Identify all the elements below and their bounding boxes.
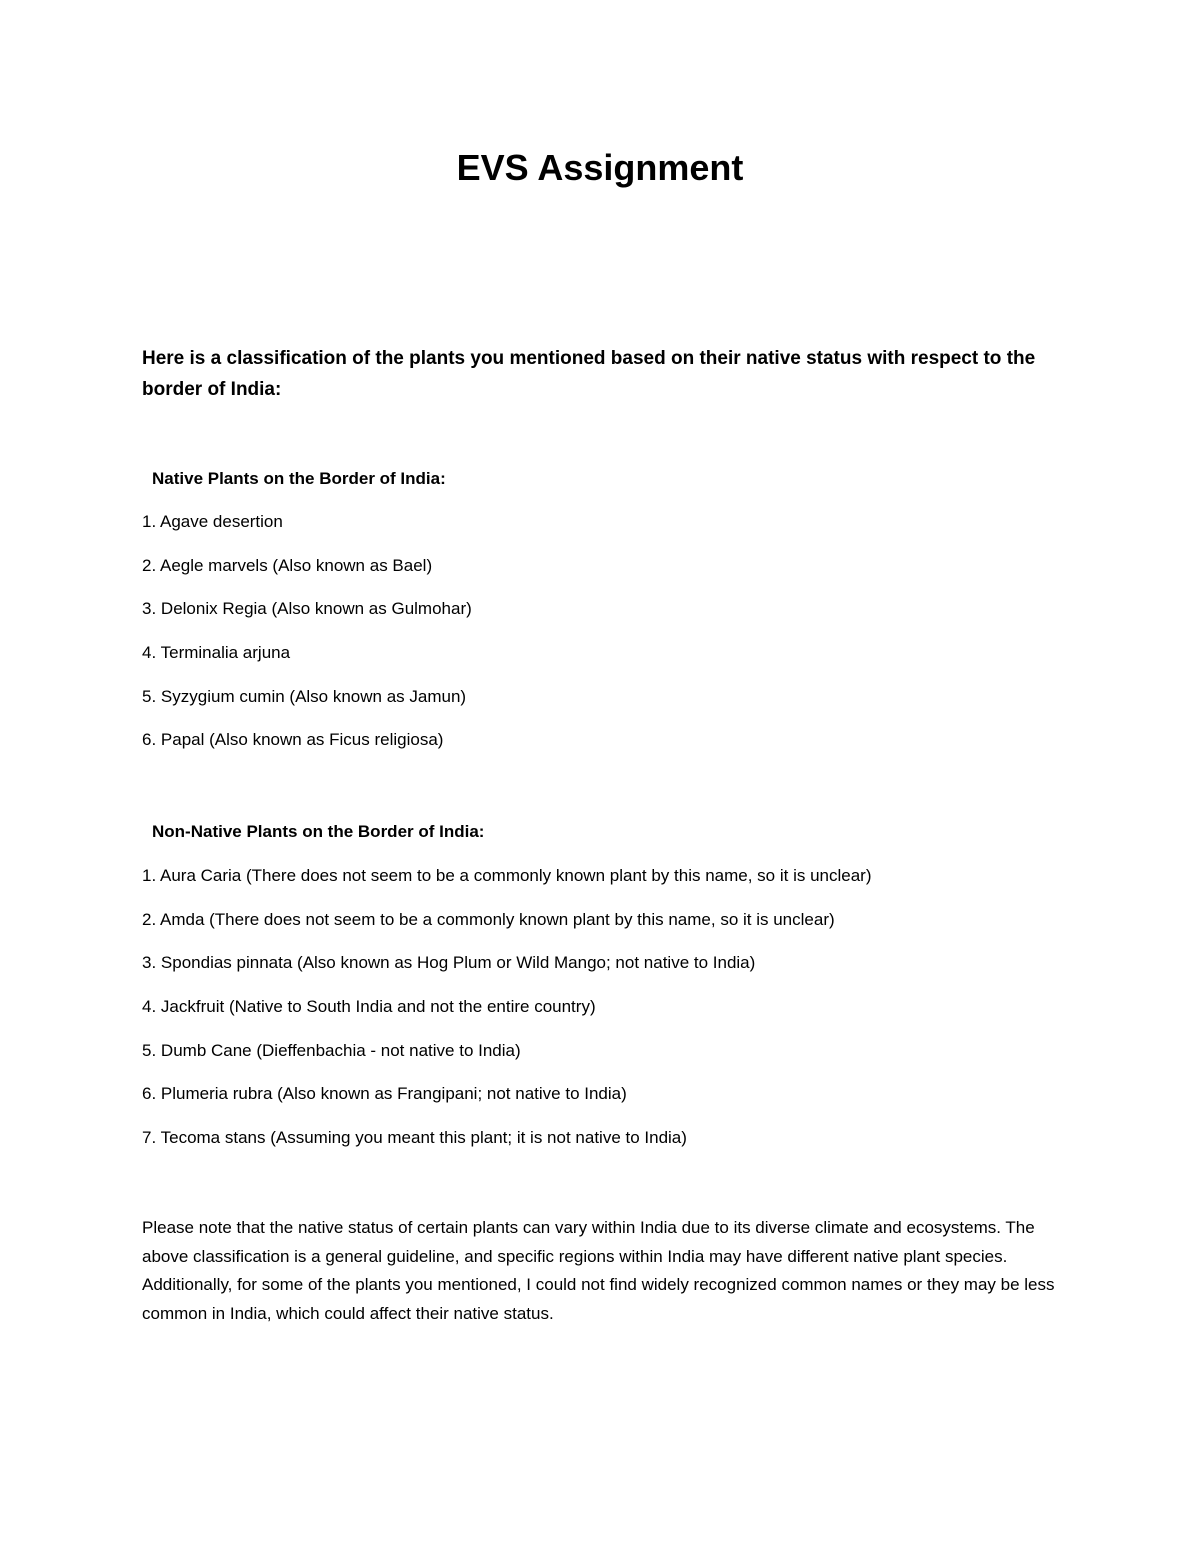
list-item-text: Jackfruit (Native to South India and not the entire country) — [160, 997, 596, 1017]
intro-paragraph: Here is a classification of the plants you mentioned based on their native status with respect to the border of India: — [142, 348, 1036, 400]
list-item — [142, 510, 472, 534]
list-item — [142, 728, 472, 752]
list-item-number: 2. — [142, 909, 157, 929]
list-item — [142, 554, 472, 578]
list-item-number: 2. — [142, 555, 157, 575]
list-item-number: 4. — [142, 997, 157, 1017]
list-item-number: 5. — [142, 686, 157, 706]
list-item — [142, 685, 472, 709]
list-item-text: Plumeria rubra (Also known as Frangipani; not native to India) — [160, 1084, 627, 1104]
list-item — [142, 908, 872, 932]
list-item-text: Aegle marvels (Also known as Bael) — [159, 555, 433, 575]
list-item-number: 3. — [142, 953, 157, 973]
list-item-text: Papal (Also known as Ficus religiosa) — [160, 730, 444, 750]
list-item-text: Amda (There does not seem to be a commonly known plant by this name, so it is unclear) — [159, 909, 835, 929]
list-item — [142, 864, 872, 888]
list-item-number: 3. — [142, 599, 157, 619]
list-item-number: 6. — [142, 730, 157, 750]
closing-note: Please note that the native status of certain plants can vary within India due to its diverse climate and ecosystems. The above classification is a general guideline, and specific regions within India may have different native plant species. Additionally, for some of the plants you mentioned, I could not find widely recognized common names or they may be less common in India, which could affect their native status. — [142, 1218, 1055, 1323]
native-plants-heading: Native Plants on the Border of India: — [152, 469, 446, 488]
list-item-number: 7. — [142, 1128, 157, 1148]
list-item-number: 1. — [142, 512, 157, 531]
list-item-text: Terminalia arjuna — [160, 643, 291, 663]
document-title: EVS Assignment — [456, 147, 744, 188]
list-item — [142, 1082, 872, 1106]
list-item-text: Syzygium cumin (Also known as Jamun) — [160, 686, 467, 706]
native-plants-list — [142, 510, 472, 772]
list-item-text: Agave desertion — [159, 512, 283, 531]
list-item — [142, 995, 872, 1019]
list-item-number: 6. — [142, 1084, 157, 1104]
list-item-number: 1. — [142, 866, 157, 885]
list-item-text: Dumb Cane (Dieffenbachia - not native to India) — [160, 1040, 521, 1060]
list-item-text: Spondias pinnata (Also known as Hog Plum or Wild Mango; not native to India) — [160, 953, 756, 973]
list-item-text: Aura Caria (There does not seem to be a commonly known plant by this name, so it is unclear) — [159, 866, 872, 885]
list-item — [142, 1039, 872, 1063]
list-item — [142, 1126, 872, 1150]
list-item-text: Delonix Regia (Also known as Gulmohar) — [160, 599, 472, 619]
list-item — [142, 951, 872, 975]
list-item-number: 5. — [142, 1040, 157, 1060]
non-native-plants-list — [142, 864, 872, 1170]
list-item-number: 4. — [142, 643, 157, 663]
list-item — [142, 597, 472, 621]
list-item — [142, 641, 472, 665]
list-item-text: Tecoma stans (Assuming you meant this plant; it is not native to India) — [160, 1128, 687, 1148]
non-native-plants-heading: Non-Native Plants on the Border of India: — [152, 822, 485, 841]
